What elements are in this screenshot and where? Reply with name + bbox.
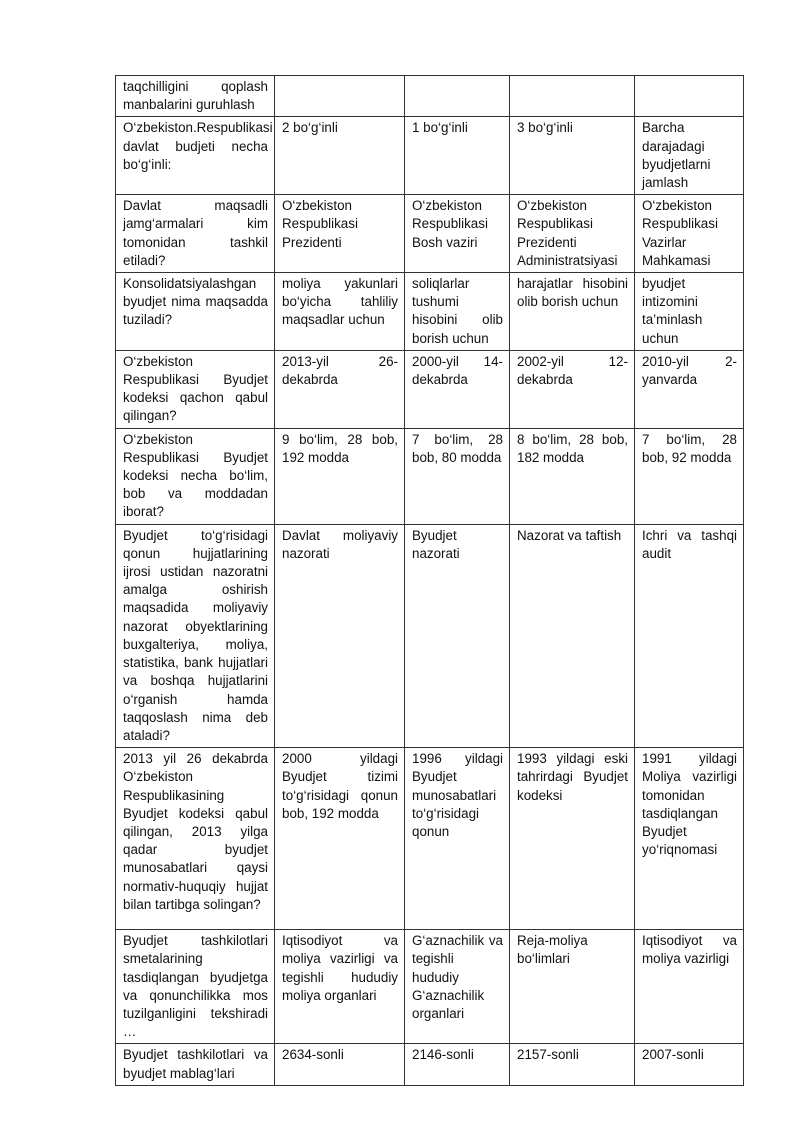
table-row	[116, 1044, 744, 1085]
answer-cell: 2146-sonli	[405, 1044, 510, 1085]
answer-cell	[275, 76, 405, 117]
answer-cell: 2002-yil 12-dekabrda	[510, 350, 635, 428]
answer-cell: G‘aznachilik va tegishli hududiy G‘aznachilik organlari	[405, 930, 510, 1044]
answer-cell: 2 bo‘g‘inli	[275, 117, 405, 195]
answer-cell: O‘zbekiston Respublikasi Bosh vaziri	[405, 195, 510, 273]
table-row	[116, 273, 744, 351]
answer-cell: harajatlar hisobini olib borish uchun	[510, 273, 635, 351]
table-row	[116, 76, 744, 117]
answer-cell: Reja-moliya bo‘limlari	[510, 930, 635, 1044]
answer-cell: O‘zbekiston Respublikasi Prezidenti	[275, 195, 405, 273]
answer-cell: 2007-sonli	[635, 1044, 744, 1085]
question-cell: O‘zbekiston Respublikasi Byudjet kodeksi necha bo‘lim, bob va moddadan iborat?	[116, 428, 275, 524]
answer-cell: O‘zbekiston Respublikasi Vazirlar Mahkamasi	[635, 195, 744, 273]
answer-cell: 2000-yil 14-dekabrda	[405, 350, 510, 428]
answer-cell: 2157-sonli	[510, 1044, 635, 1085]
answer-cell: 7 bo‘lim, 28 bob, 92 modda	[635, 428, 744, 524]
question-cell: Byudjet to‘g‘risidagi qonun hujjatlarining ijrosi ustidan nazoratni amalga oshirish maqsadida moliyaviy nazorat obyektlarining buxgalteriya, moliya, statistika, bank hujjatlari va boshqa hujjatlarini o‘rganish hamda taqqoslash nima deb ataladi?	[116, 524, 275, 747]
answer-cell: 3 bo‘g‘inli	[510, 117, 635, 195]
table-row	[116, 117, 744, 195]
answer-cell: 2013-yil 26-dekabrda	[275, 350, 405, 428]
quiz-table	[115, 75, 744, 1086]
answer-cell: O‘zbekiston Respublikasi Prezidenti Administratsiyasi	[510, 195, 635, 273]
answer-cell: 9 bo‘lim, 28 bob, 192 modda	[275, 428, 405, 524]
table-row	[116, 748, 744, 930]
question-cell: O‘zbekiston Respublikasi Byudjet kodeksi qachon qabul qilingan?	[116, 350, 275, 428]
answer-cell: Byudjet nazorati	[405, 524, 510, 747]
answer-cell: 2634-sonli	[275, 1044, 405, 1085]
answer-cell: 8 bo‘lim, 28 bob, 182 modda	[510, 428, 635, 524]
answer-cell: 1993 yildagi eski tahrirdagi Byudjet kodeksi	[510, 748, 635, 930]
answer-cell: 2010-yil 2-yanvarda	[635, 350, 744, 428]
question-cell: Konsolidatsiyalashgan byudjet nima maqsadda tuziladi?	[116, 273, 275, 351]
answer-cell: Nazorat va taftish	[510, 524, 635, 747]
table-row	[116, 524, 744, 747]
question-cell: 2013 yil 26 dekabrda O‘zbekiston Respublikasining Byudjet kodeksi qabul qilingan, 2013 yilga qadar byudjet munosabatlari qaysi normativ-huquqiy hujjat bilan tartibga solingan?	[116, 748, 275, 930]
answer-cell: Davlat moliyaviy nazorati	[275, 524, 405, 747]
answer-cell: Ichri va tashqi audit	[635, 524, 744, 747]
question-cell: taqchilligini qoplash manbalarini guruhlash	[116, 76, 275, 117]
answer-cell: Barcha darajadagi byudjetlarni jamlash	[635, 117, 744, 195]
table-row	[116, 930, 744, 1044]
question-cell: Byudjet tashkilotlari va byudjet mablag‘lari	[116, 1044, 275, 1085]
answer-cell: byudjet intizomini ta’minlash uchun	[635, 273, 744, 351]
answer-cell: 1 bo‘g‘inli	[405, 117, 510, 195]
question-cell: O‘zbekiston.Respublikasi davlat budjeti necha bo‘g‘inli:	[116, 117, 275, 195]
answer-cell: Iqtisodiyot va moliya vazirligi va tegishli hududiy moliya organlari	[275, 930, 405, 1044]
table-row	[116, 350, 744, 428]
answer-cell: Iqtisodiyot va moliya vazirligi	[635, 930, 744, 1044]
question-cell: Byudjet tashkilotlari smetalarining tasdiqlangan byudjetga va qonunchilikka mos tuzilganligini tekshiradi …	[116, 930, 275, 1044]
answer-cell: 2000 yildagi Byudjet tizimi to‘g‘risidagi qonun bob, 192 modda	[275, 748, 405, 930]
answer-cell	[405, 76, 510, 117]
question-cell: Davlat maqsadli jamg‘armalari kim tomonidan tashkil etiladi?	[116, 195, 275, 273]
table-row	[116, 195, 744, 273]
answer-cell: 1991 yildagi Moliya vazirligi tomonidan tasdiqlangan Byudjet yo‘riqnomasi	[635, 748, 744, 930]
table-row	[116, 428, 744, 524]
answer-cell	[510, 76, 635, 117]
answer-cell: soliqlarlar tushumi hisobini olib borish uchun	[405, 273, 510, 351]
answer-cell: 1996 yildagi Byudjet munosabatlari to‘g‘risidagi qonun	[405, 748, 510, 930]
answer-cell: 7 bo‘lim, 28 bob, 80 modda	[405, 428, 510, 524]
answer-cell: moliya yakunlari bo‘yicha tahliliy maqsadlar uchun	[275, 273, 405, 351]
answer-cell	[635, 76, 744, 117]
